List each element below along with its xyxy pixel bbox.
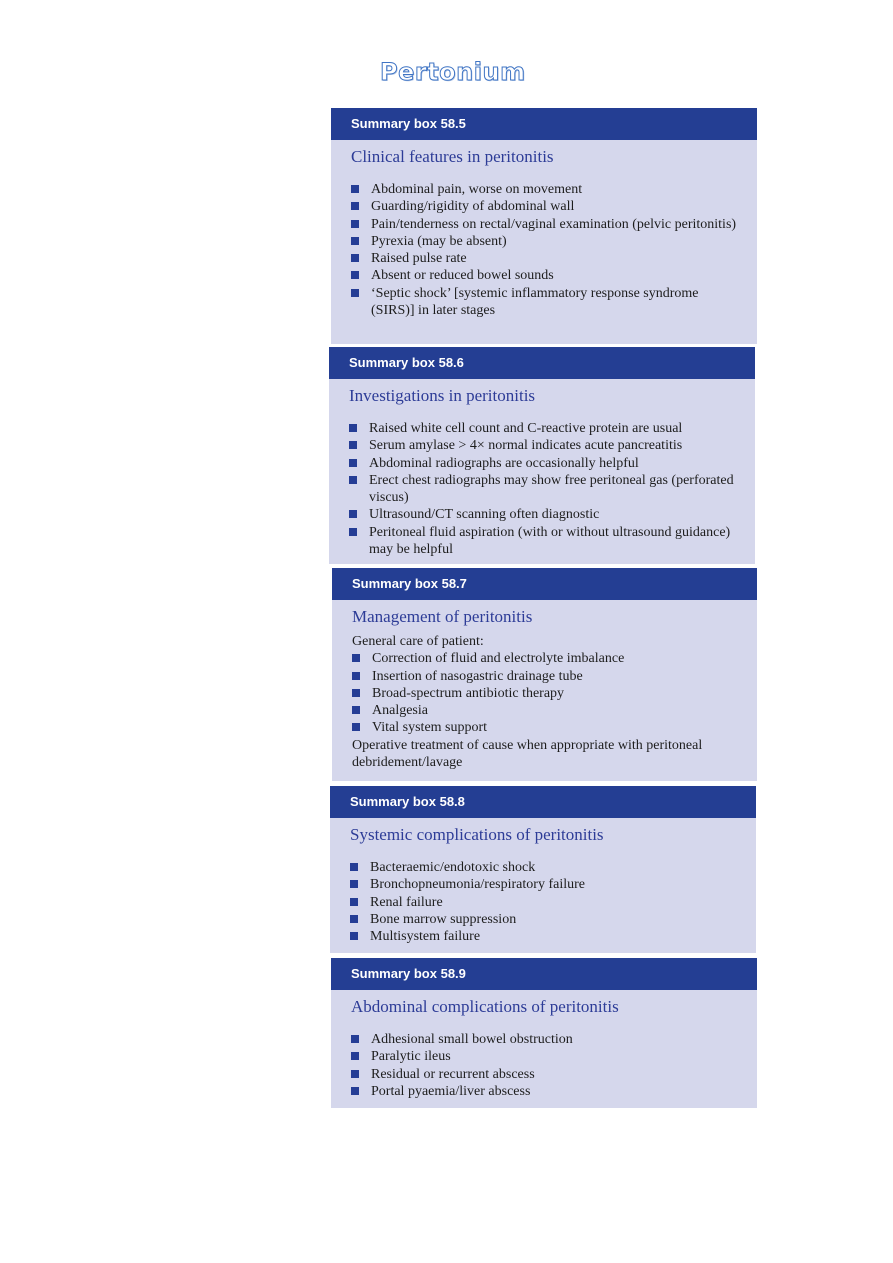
- square-bullet-icon: [350, 932, 358, 940]
- list-item: Ultrasound/CT scanning often diagnostic: [349, 506, 741, 523]
- square-bullet-icon: [351, 1035, 359, 1043]
- list-item: Renal failure: [350, 894, 742, 911]
- square-bullet-icon: [351, 1052, 359, 1060]
- list-item: Correction of fluid and electrolyte imbalance: [352, 650, 743, 667]
- bullet-list: [332, 650, 757, 736]
- square-bullet-icon: [352, 723, 360, 731]
- list-item: Pyrexia (may be absent): [351, 233, 743, 250]
- list-item: Abdominal radiographs are occasionally helpful: [349, 455, 741, 472]
- square-bullet-icon: [352, 672, 360, 680]
- list-item: Broad-spectrum antibiotic therapy: [352, 685, 743, 702]
- list-item: Portal pyaemia/liver abscess: [351, 1083, 743, 1100]
- list-item: Residual or recurrent abscess: [351, 1066, 743, 1083]
- summary-box-title: Systemic complications of peritonitis: [350, 825, 604, 844]
- list-item: Raised pulse rate: [351, 250, 743, 267]
- list-item: Insertion of nasogastric drainage tube: [352, 668, 743, 685]
- bullet-list: [329, 412, 755, 558]
- square-bullet-icon: [351, 289, 359, 297]
- square-bullet-icon: [352, 654, 360, 662]
- summary-box-label: Summary box 58.8: [330, 786, 756, 818]
- square-bullet-icon: [351, 185, 359, 193]
- square-bullet-icon: [349, 476, 357, 484]
- square-bullet-icon: [350, 863, 358, 871]
- square-bullet-icon: [349, 424, 357, 432]
- summary-box-58-6: [329, 347, 755, 564]
- square-bullet-icon: [351, 1087, 359, 1095]
- square-bullet-icon: [351, 220, 359, 228]
- list-item: Raised white cell count and C-reactive protein are usual: [349, 420, 741, 437]
- square-bullet-icon: [351, 271, 359, 279]
- summary-box-title: Clinical features in peritonitis: [351, 147, 554, 166]
- list-item: Bacteraemic/endotoxic shock: [350, 859, 742, 876]
- square-bullet-icon: [349, 528, 357, 536]
- square-bullet-icon: [351, 237, 359, 245]
- square-bullet-icon: [350, 898, 358, 906]
- summary-box-58-5: [331, 108, 757, 344]
- list-intro: General care of patient:: [352, 634, 484, 649]
- square-bullet-icon: [352, 689, 360, 697]
- list-item: Pain/tenderness on rectal/vaginal examination (pelvic peritonitis): [351, 216, 743, 233]
- bullet-list: [331, 173, 757, 319]
- list-item: Serum amylase > 4× normal indicates acute pancreatitis: [349, 437, 741, 454]
- square-bullet-icon: [351, 1070, 359, 1078]
- summary-box-title: Investigations in peritonitis: [349, 386, 536, 405]
- list-item: Peritoneal fluid aspiration (with or without ultrasound guidance) may be helpful: [349, 524, 741, 559]
- square-bullet-icon: [350, 880, 358, 888]
- summary-box-title: Abdominal complications of peritonitis: [351, 997, 619, 1016]
- bullet-list: [331, 1023, 757, 1100]
- square-bullet-icon: [351, 202, 359, 210]
- square-bullet-icon: [352, 706, 360, 714]
- list-item: Bronchopneumonia/respiratory failure: [350, 876, 742, 893]
- square-bullet-icon: [351, 254, 359, 262]
- page-title: Pertonium: [380, 58, 526, 86]
- square-bullet-icon: [349, 441, 357, 449]
- summary-box-58-9: [331, 958, 757, 1108]
- summary-box-title: Management of peritonitis: [352, 607, 533, 626]
- list-item: Adhesional small bowel obstruction: [351, 1031, 743, 1048]
- list-item: Abdominal pain, worse on movement: [351, 181, 743, 198]
- list-item: Erect chest radiographs may show free peritoneal gas (perforated viscus): [349, 472, 741, 507]
- list-item: Absent or reduced bowel sounds: [351, 267, 743, 284]
- list-item: Guarding/rigidity of abdominal wall: [351, 198, 743, 215]
- summary-box-label: Summary box 58.6: [329, 347, 755, 379]
- list-outro: Operative treatment of cause when appropriate with peritoneal debridement/lavage: [352, 737, 703, 771]
- list-item: ‘Septic shock’ [systemic inflammatory response syndrome (SIRS)] in later stages: [351, 285, 743, 320]
- summary-box-label: Summary box 58.5: [331, 108, 757, 140]
- summary-box-label: Summary box 58.7: [332, 568, 757, 600]
- list-item: Analgesia: [352, 702, 743, 719]
- bullet-list: [330, 851, 756, 945]
- list-item: Multisystem failure: [350, 928, 742, 945]
- list-item: Vital system support: [352, 719, 743, 736]
- square-bullet-icon: [349, 459, 357, 467]
- square-bullet-icon: [349, 510, 357, 518]
- summary-box-58-7: [332, 568, 757, 781]
- list-item: Bone marrow suppression: [350, 911, 742, 928]
- summary-box-58-8: [330, 786, 756, 953]
- square-bullet-icon: [350, 915, 358, 923]
- summary-box-label: Summary box 58.9: [331, 958, 757, 990]
- list-item: Paralytic ileus: [351, 1048, 743, 1065]
